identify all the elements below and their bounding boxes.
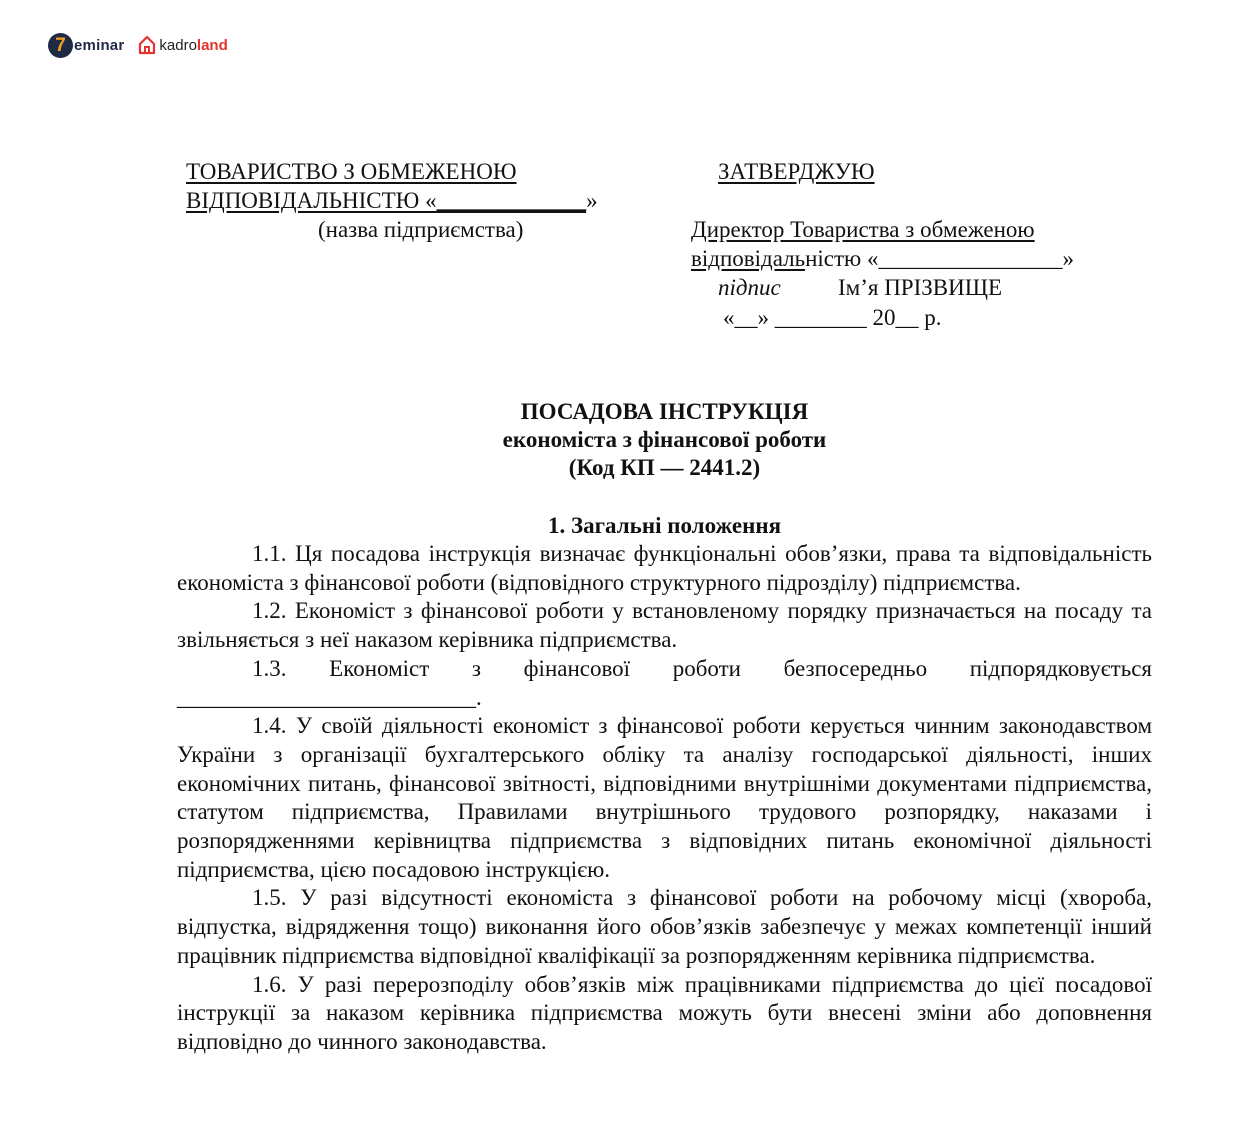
paragraph-1-6: 1.6. У разі перерозподілу обов’язків між працівниками підприємства до цієї посадової інструкції за наказом керівника підприємства можуть бути внесені зміни або доповнення відповідно до чинного законодавства. bbox=[177, 971, 1152, 1054]
paragraph-1-3-line1: 1.3. Економіст з фінансової роботи безпосередньо підпорядковується bbox=[252, 655, 1152, 681]
brand-logos bbox=[48, 30, 228, 60]
section-body bbox=[177, 540, 1152, 1057]
section-heading: 1. Загальні положення bbox=[547, 513, 782, 538]
director-line1: Директор Товариства з обмеженою bbox=[691, 217, 1035, 242]
kadroland-logo bbox=[138, 35, 227, 55]
doc-subtitle: економіста з фінансової роботи bbox=[502, 427, 827, 452]
seminar-logo bbox=[48, 33, 124, 58]
seminar-logo-icon: 7 bbox=[48, 33, 73, 58]
company-name-caption: (назва підприємства) bbox=[318, 217, 524, 242]
signature-label: підпис bbox=[718, 275, 781, 300]
kadroland-house-icon bbox=[138, 35, 156, 55]
company-name-suffix: » bbox=[586, 188, 598, 213]
seminar-logo-text: eminar bbox=[74, 36, 125, 54]
director-name: Ім’я ПРІЗВИЩЕ bbox=[838, 275, 1002, 300]
approval-date: «__» ________ 20__ р. bbox=[723, 305, 942, 330]
company-name-line2 bbox=[186, 187, 598, 215]
company-name-line1: ТОВАРИСТВО З ОБМЕЖЕНОЮ bbox=[186, 159, 517, 184]
director-line2-underlined: відповідаль bbox=[691, 246, 806, 271]
doc-title: ПОСАДОВА ІНСТРУКЦІЯ bbox=[520, 399, 809, 424]
paragraph-1-5: 1.5. У разі відсутності економіста з фінансової роботи на робочому місці (хвороба, відпустка, відрядження тощо) виконання його обов’язків забезпечує у межах компетенції інший працівник підприємства відповідної кваліфікації за розпорядженням керівника підприємства. bbox=[177, 885, 1152, 968]
doc-code: (Код КП — 2441.2) bbox=[568, 455, 761, 480]
kadroland-prefix: kadro bbox=[159, 36, 197, 54]
kadroland-suffix: land bbox=[196, 36, 228, 54]
company-name-blank: _____________ bbox=[436, 188, 587, 213]
paragraph-1-4: 1.4. У своїй діяльності економіст з фінансової роботи керується чинним законодавством України з організації бухгалтерського обліку та аналізу господарської діяльності, інших економічних питань, фінансової звітності, відповідними внутрішніми документами підприємства, статутом підприємства, Правилами внутрішнього трудового розпорядку, наказами і розпорядженнями керівництва підприємства з відповідних питань економічної діяльності підприємства, цією посадовою інструкцією. bbox=[177, 713, 1152, 882]
paragraph-1-3-line2: __________________________. bbox=[177, 684, 482, 710]
director-line2-rest: ністю «________________» bbox=[805, 246, 1074, 271]
paragraph-1-2: 1.2. Економіст з фінансової роботи у встановленому порядку призначається на посаду та звільняється з неї наказом керівника підприємства. bbox=[177, 598, 1152, 653]
approve-label: ЗАТВЕРДЖУЮ bbox=[718, 159, 875, 184]
paragraph-1-1: 1.1. Ця посадова інструкція визначає функціональні обов’язки, права та відповідальність економіста з фінансової роботи (відповідного структурного підрозділу) підприємства. bbox=[177, 541, 1152, 595]
director-line2 bbox=[691, 245, 1074, 273]
company-name-prefix: ВІДПОВІДАЛЬНІСТЮ « bbox=[186, 188, 437, 213]
kadroland-logo-text bbox=[159, 37, 227, 54]
